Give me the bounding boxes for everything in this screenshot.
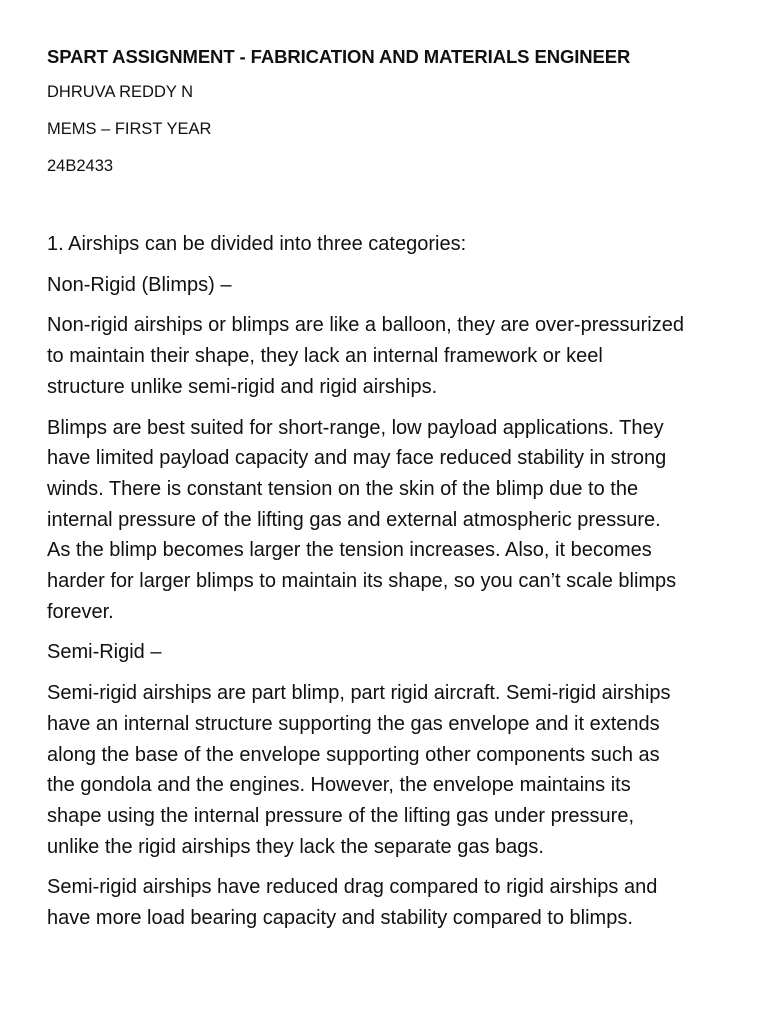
semi-rigid-paragraph-1 bbox=[47, 678, 737, 862]
text-line: structure unlike semi-rigid and rigid airships. bbox=[47, 375, 438, 398]
non-rigid-paragraph-1 bbox=[47, 310, 737, 402]
document-page bbox=[47, 44, 737, 944]
document-title: SPART ASSIGNMENT - FABRICATION AND MATERIALS ENGINEER bbox=[47, 46, 631, 67]
text-line: have an internal structure supporting the gas envelope and it extends bbox=[47, 712, 660, 735]
semi-rigid-paragraph-2 bbox=[47, 872, 737, 933]
text-line: As the blimp becomes larger the tension increases. Also, it becomes bbox=[47, 539, 652, 562]
text-line: along the base of the envelope supporting other components such as bbox=[47, 743, 660, 766]
text-line: harder for larger blimps to maintain its shape, so you can’t scale blimps bbox=[47, 570, 677, 593]
text-line: shape using the internal pressure of the lifting gas under pressure, bbox=[47, 804, 635, 827]
text-line: have more load bearing capacity and stability compared to blimps. bbox=[47, 907, 633, 930]
non-rigid-paragraph-2 bbox=[47, 413, 737, 628]
text-line: Non-rigid airships or blimps are like a balloon, they are over-pressurized bbox=[47, 314, 684, 337]
text-line: forever. bbox=[47, 600, 114, 623]
text-line: unlike the rigid airships they lack the separate gas bags. bbox=[47, 835, 544, 858]
text-line: winds. There is constant tension on the skin of the blimp due to the bbox=[47, 477, 639, 500]
non-rigid-heading: Non-Rigid (Blimps) – bbox=[47, 273, 232, 296]
text-line: Semi-rigid airships are part blimp, part rigid aircraft. Semi-rigid airships bbox=[47, 682, 671, 705]
author-name: DHRUVA REDDY N bbox=[47, 83, 194, 101]
roll-number: 24B2433 bbox=[47, 157, 114, 175]
text-line: the gondola and the engines. However, the envelope maintains its bbox=[47, 774, 631, 797]
text-line: have limited payload capacity and may face reduced stability in strong bbox=[47, 447, 667, 470]
text-line: internal pressure of the lifting gas and external atmospheric pressure. bbox=[47, 508, 661, 531]
intro-line: 1. Airships can be divided into three categories: bbox=[47, 233, 467, 255]
semi-rigid-heading: Semi-Rigid – bbox=[47, 641, 162, 664]
text-line: Blimps are best suited for short-range, low payload applications. They bbox=[47, 416, 664, 439]
program-year: MEMS – FIRST YEAR bbox=[47, 120, 212, 138]
text-line: to maintain their shape, they lack an internal framework or keel bbox=[47, 345, 603, 368]
text-line: Semi-rigid airships have reduced drag compared to rigid airships and bbox=[47, 876, 658, 899]
